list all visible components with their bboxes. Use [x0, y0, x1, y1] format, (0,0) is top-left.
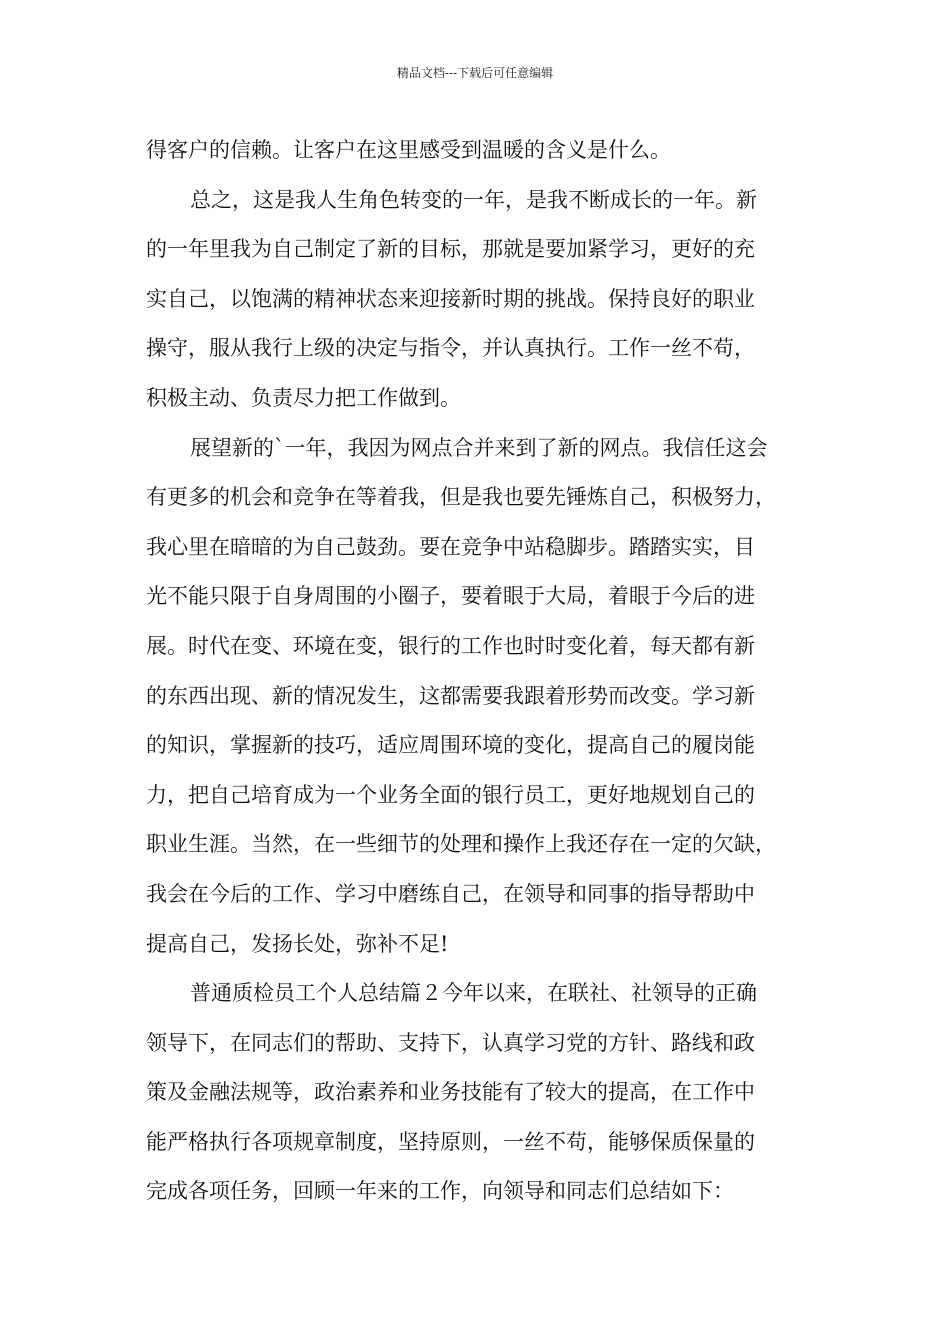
text-line: 领导下，在同志们的帮助、支持下，认真学习党的方针、路线和政 — [146, 1030, 755, 1055]
text-line: 能严格执行各项规章制度，坚持原则，一丝不苟，能够保质保量的 — [146, 1129, 755, 1154]
paragraph-3 — [146, 424, 826, 970]
text-line: 有更多的机会和竞争在等着我，但是我也要先锤炼自己，积极努力， — [146, 485, 776, 510]
text-line: 普通质检员工个人总结篇２今年以来，在联社、社领导的正确 — [190, 981, 757, 1006]
text-line: 完成各项任务，回顾一年来的工作，向领导和同志们总结如下： — [146, 1179, 734, 1204]
text-line: 积极主动、负责尽力把工作做到。 — [146, 385, 461, 410]
text-line: 职业生涯。当然，在一些细节的处理和操作上我还存在一定的欠缺， — [146, 832, 776, 857]
text-line: 总之，这是我人生角色转变的一年，是我不断成长的一年。新 — [190, 187, 757, 212]
text-line: 力，把自己培育成为一个业务全面的银行员工，更好地规划自己的 — [146, 782, 755, 807]
text-line: 展望新的`一年，我因为网点合并来到了新的网点。我信任这会 — [190, 435, 768, 460]
text-line: 实自己，以饱满的精神状态来迎接新时期的挑战。保持良好的职业 — [146, 286, 755, 311]
paragraph-2 — [146, 176, 826, 424]
page-header: 精品文档---下载后可任意编辑 — [396, 66, 554, 80]
text-line: 我心里在暗暗的为自己鼓劲。要在竞争中站稳脚步。踏踏实实，目 — [146, 534, 755, 559]
paragraph-4 — [146, 969, 826, 1217]
paragraph-1 — [146, 126, 826, 176]
text-line: 光不能只限于自身周围的小圈子，要着眼于大局，着眼于今后的进 — [146, 584, 755, 609]
text-line: 的一年里我为自己制定了新的目标，那就是要加紧学习，更好的充 — [146, 237, 755, 262]
text-line: 我会在今后的工作、学习中磨练自己，在领导和同事的指导帮助中 — [146, 881, 755, 906]
text-line: 的东西出现、新的情况发生，这都需要我跟着形势而改变。学习新 — [146, 683, 755, 708]
text-line: 提高自己，发扬长处，弥补不足! — [146, 931, 449, 956]
text-line: 操守，服从我行上级的决定与指令，并认真执行。工作一丝不苟， — [146, 336, 755, 361]
text-line: 策及金融法规等，政治素养和业务技能有了较大的提高，在工作中 — [146, 1080, 755, 1105]
text-line: 得客户的信赖。让客户在这里感受到温暖的含义是什么。 — [146, 138, 671, 162]
text-line: 的知识，掌握新的技巧，适应周围环境的变化，提高自己的履岗能 — [146, 733, 755, 758]
text-line: 展。时代在变、环境在变，银行的工作也时时变化着，每天都有新 — [146, 633, 755, 658]
document-body — [146, 126, 826, 1217]
